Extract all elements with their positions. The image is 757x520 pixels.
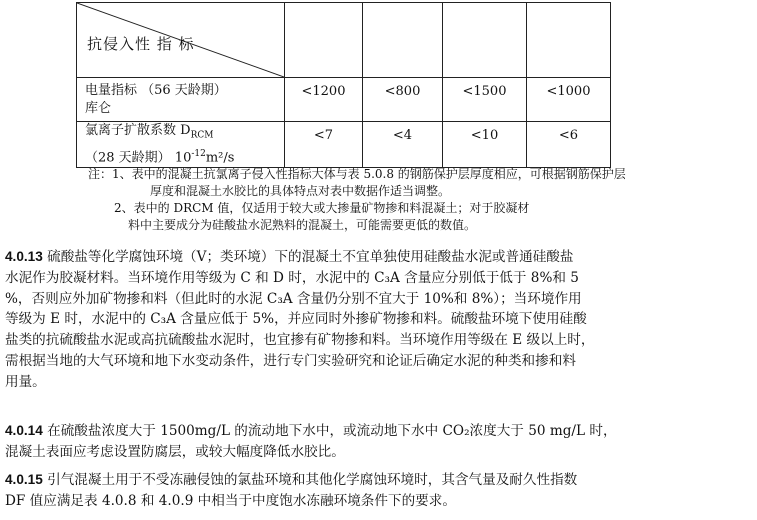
table-cell: <1200: [285, 78, 363, 122]
note-line: 料中主要成分为硅酸盐水泥熟料的混凝土，可能需要更低的数值。: [128, 218, 477, 232]
table-cell: <1500: [443, 78, 527, 122]
note-line: 2、表中的 DRCM 值，仅适用于较大或大掺量矿物掺和料混凝土；对于胶凝材: [114, 201, 530, 215]
table-cell: <6: [527, 122, 611, 168]
row-label-chloride-diffusion: [77, 122, 285, 168]
paragraph-line: DF 值应满足表 4.0.8 和 4.0.9 中相当于中度饱水冻融环境条件下的要求。: [5, 492, 456, 509]
table-cell: <4: [363, 122, 443, 168]
clause-4-0-13: [5, 247, 753, 393]
table-header-diagonal-cell: [77, 3, 285, 78]
clause-number: 4.0.13: [5, 249, 43, 264]
paragraph-line: 混凝土表面应考虑设置防腐层，或较大幅度降低水胶比。: [5, 443, 345, 460]
table-cell: <7: [285, 122, 363, 168]
table-header-label: 抗侵入性 指 标: [87, 35, 195, 53]
header-empty-cell: [285, 3, 363, 78]
row-label-line: 库仑: [85, 100, 112, 116]
clause-number: 4.0.14: [5, 423, 43, 438]
table-cell: <800: [363, 78, 443, 122]
paragraph-line: 等级为 E 时，水泥中的 C₃A 含量应低于 5%，并应同时外掺矿物掺和料。硫酸盐环境下使用硅酸: [5, 311, 587, 328]
clause-4-0-15: [5, 470, 753, 512]
paragraph-line: 需根据当地的大气环境和地下水变动条件，进行专门实验研究和论证后确定水泥的种类和掺和料: [5, 352, 576, 369]
row-label-line: （28 天龄期） $10^{-12}m^2/s$: [85, 148, 235, 165]
clause-4-0-14: [5, 421, 753, 463]
table-row: [77, 78, 611, 122]
row-label-line: 氯离子扩散系数 $D_{RCM}$: [85, 123, 214, 141]
paragraph-line: %，否则应外加矿物掺和料（但此时的水泥 C₃A 含量仍分别不宜大于 10%和 8%）；当环境作用: [5, 290, 582, 307]
header-empty-cell: [443, 3, 527, 78]
table-cell: <1000: [527, 78, 611, 122]
paragraph-line: 水泥作为胶凝材料。当环境作用等级为 C 和 D 时，水泥中的 C₃A 含量应分别低于低于 8%和 5: [5, 269, 579, 286]
table-notes: [88, 166, 753, 234]
paragraph-line: 用量。: [5, 373, 46, 390]
paragraph-line: 引气混凝土用于不受冻融侵蚀的氯盐环境和其他化学腐蚀环境时，其含气量及耐久性指数: [42, 472, 578, 488]
paragraph-line: 硫酸盐等化学腐蚀环境（V；类环境）下的混凝土不宜单独使用硅酸盐水泥或普通硅酸盐: [42, 249, 574, 265]
resistance-index-table: [76, 2, 611, 168]
note-line: 注：1、表中的混凝土抗氯离子侵入性指标大体与表 5.0.8 的钢筋保护层厚度相应，可根据钢筋保护层: [88, 167, 626, 181]
note-line: 厚度和混凝土水胶比的具体特点对表中数据作适当调整。: [150, 184, 451, 198]
clause-number: 4.0.15: [5, 472, 43, 487]
row-label-line: 电量指标 （56 天龄期）: [85, 82, 227, 98]
row-label-electric-flux: [77, 78, 285, 122]
paragraph-line: 在硫酸盐浓度大于 1500mg/L 的流动地下水中，或流动地下水中 CO₂浓度大于 50 mg/L 时，: [42, 423, 617, 439]
header-empty-cell: [527, 3, 611, 78]
header-empty-cell: [363, 3, 443, 78]
table-cell: <10: [443, 122, 527, 168]
table-row: [77, 122, 611, 168]
paragraph-line: 盐类的抗硫酸盐水泥或高抗硫酸盐水泥时，也宜掺有矿物掺和料。当环境作用等级在 E 级以上时，: [5, 332, 595, 349]
